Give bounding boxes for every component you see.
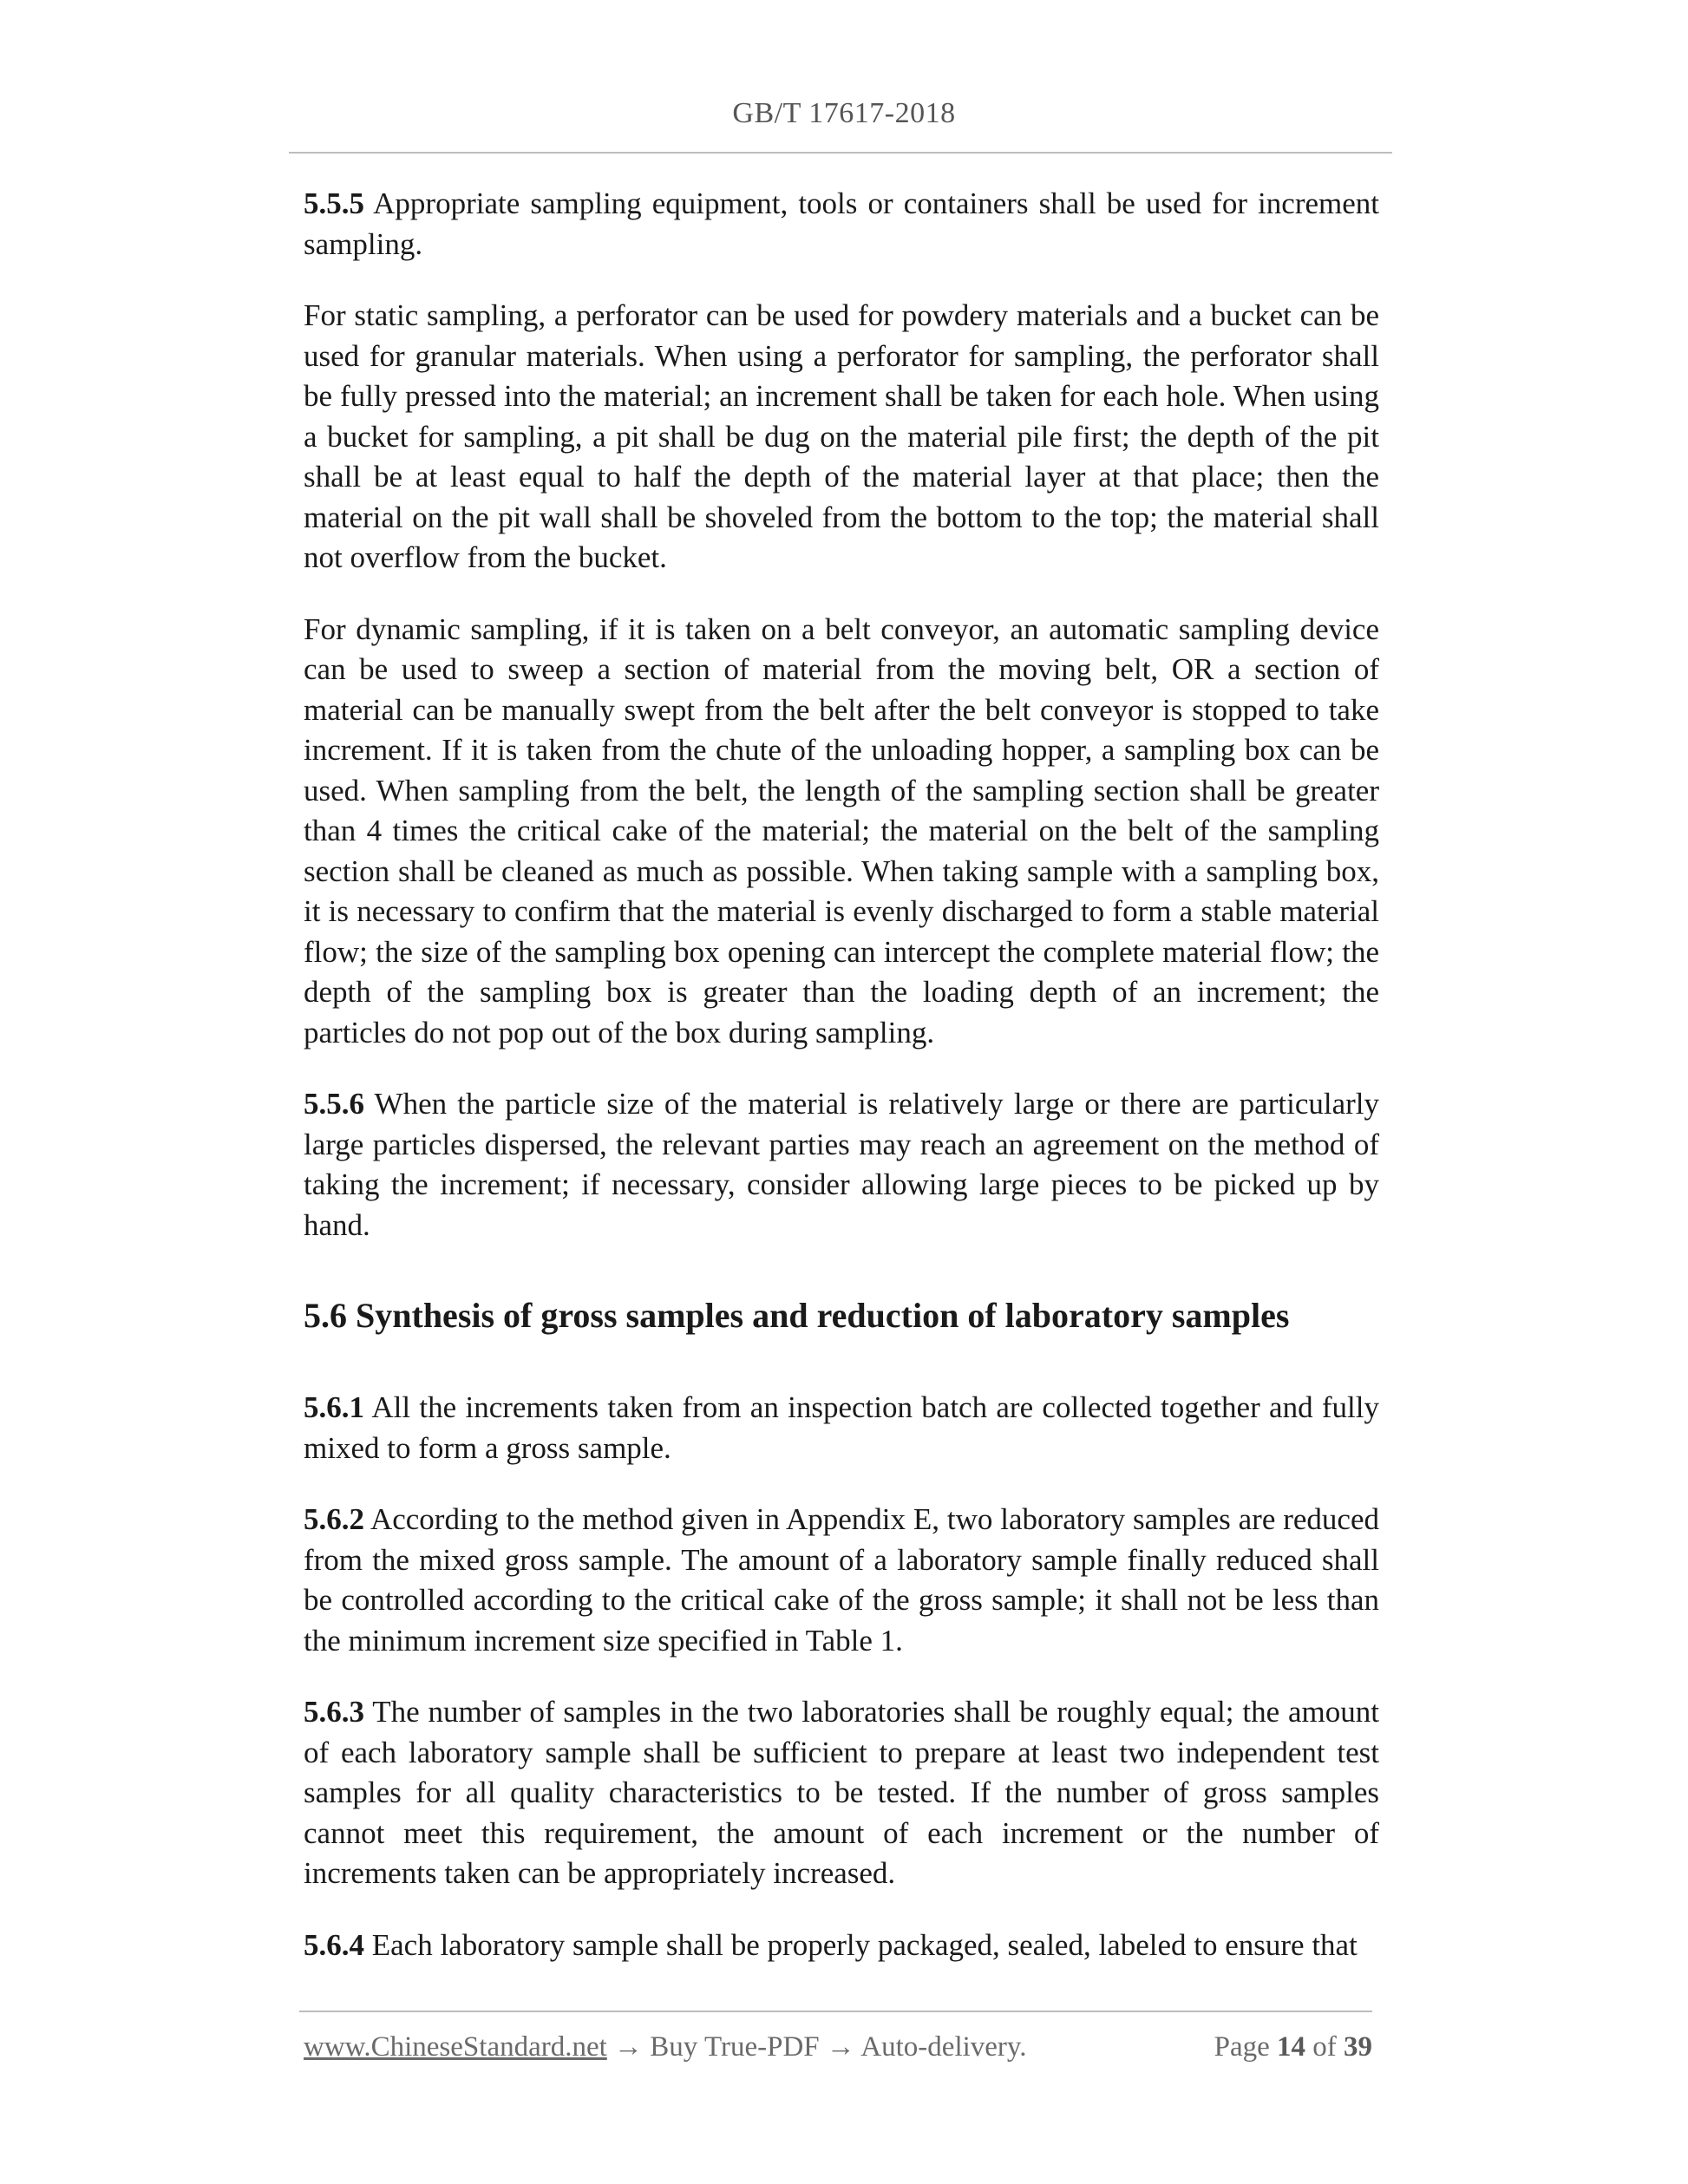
- section-heading-5-6: 5.6 Synthesis of gross samples and reduction of laboratory samples: [304, 1296, 1290, 1335]
- delivery-text: Auto-delivery.: [854, 2031, 1027, 2063]
- static-sampling-paragraph: [304, 296, 1379, 579]
- clause-text: Appropriate sampling equipment, tools or containers shall be used for increment sampling.: [304, 186, 1379, 261]
- clause-text: The number of samples in the two laboratories shall be roughly equal; the amount of each laboratory sample shall be sufficient to prepare at least two independent test samples for all quality characteristics to be tested. If the number of gross samples cannot meet this requirement, the amount of each increment or the number of increments taken can be appropriately increased.: [304, 1695, 1379, 1890]
- clause-5-5-5: [304, 184, 1379, 265]
- page-body: [304, 184, 1379, 1997]
- clause-number: 5.6.4: [304, 1927, 364, 1962]
- website-link[interactable]: www.ChineseStandard.net: [304, 2031, 607, 2063]
- paragraph-text: For static sampling, a perforator can be used for powdery materials and a bucket can be used for granular materials. When using a perforator for sampling, the perforator shall be fully pressed into the material; an increment shall be taken for each hole. When using a bucket for sampling, a pit shall be dug on the material pile first; the depth of the pit shall be at least equal to half the depth of the material layer at that place; then the material on the pit wall shall be shoveled from the bottom to the top; the material shall not overflow from the bucket.: [304, 298, 1379, 574]
- clause-5-6-2: [304, 1500, 1379, 1661]
- footer-promo: [304, 2031, 1027, 2063]
- page-label: Page: [1214, 2031, 1277, 2063]
- clause-number: 5.6.3: [304, 1695, 364, 1729]
- page-total: 39: [1344, 2031, 1372, 2063]
- clause-5-6-1: [304, 1388, 1379, 1468]
- paragraph-text: For dynamic sampling, if it is taken on a belt conveyor, an automatic sampling device can be used to sweep a section of material from the moving belt, OR a section of material can be manually swept from the belt after the belt conveyor is stopped to take increment. If it is taken from the chute of the unloading hopper, a sampling box can be used. When sampling from the belt, the length of the sampling section shall be greater than 4 times the critical cake of the material; the material on the belt of the sampling section shall be cleaned as much as possible. When taking sample with a sampling box, it is necessary to confirm that the material is evenly discharged to form a stable material flow; the size of the sampling box opening can intercept the complete material flow; the depth of the sampling box is greater than the loading depth of an increment; the particles do not pop out of the box during sampling.: [304, 611, 1379, 1049]
- clause-text: Each laboratory sample shall be properly packaged, sealed, labeled to ensure that: [364, 1927, 1358, 1962]
- clause-number: 5.5.6: [304, 1087, 364, 1121]
- dynamic-sampling-paragraph: [304, 610, 1379, 1054]
- page-number: 14: [1277, 2031, 1305, 2063]
- footer-divider: [299, 2011, 1372, 2012]
- header-divider: [289, 152, 1392, 154]
- clause-number: 5.5.5: [304, 186, 364, 220]
- of-label: of: [1305, 2031, 1344, 2063]
- clause-5-6-4: [304, 1926, 1379, 1966]
- clause-5-5-6: [304, 1084, 1379, 1246]
- clause-5-6-3: [304, 1692, 1379, 1894]
- clause-text: When the particle size of the material is relatively large or there are particularly large particles dispersed, the relevant parties may reach an agreement on the method of taking the increment; if necessary, consider allowing large pieces to be picked up by hand.: [304, 1087, 1379, 1242]
- buy-text: Buy True-PDF: [643, 2031, 827, 2063]
- clause-text: All the increments taken from an inspection batch are collected together and fully mixed to form a gross sample.: [304, 1390, 1379, 1465]
- running-header: GB/T 17617-2018: [732, 97, 956, 129]
- page-counter: [1214, 2031, 1372, 2063]
- clause-number: 5.6.1: [304, 1390, 364, 1424]
- arrow-right-icon: →: [614, 2031, 644, 2063]
- arrow-right-icon: →: [826, 2031, 855, 2063]
- clause-number: 5.6.2: [304, 1502, 364, 1536]
- clause-text: According to the method given in Appendix E, two laboratory samples are reduced from the mixed gross sample. The amount of a laboratory sample finally reduced shall be controlled according to the critical cake of the gross sample; it shall not be less than the minimum increment size specified in Table 1.: [304, 1502, 1379, 1658]
